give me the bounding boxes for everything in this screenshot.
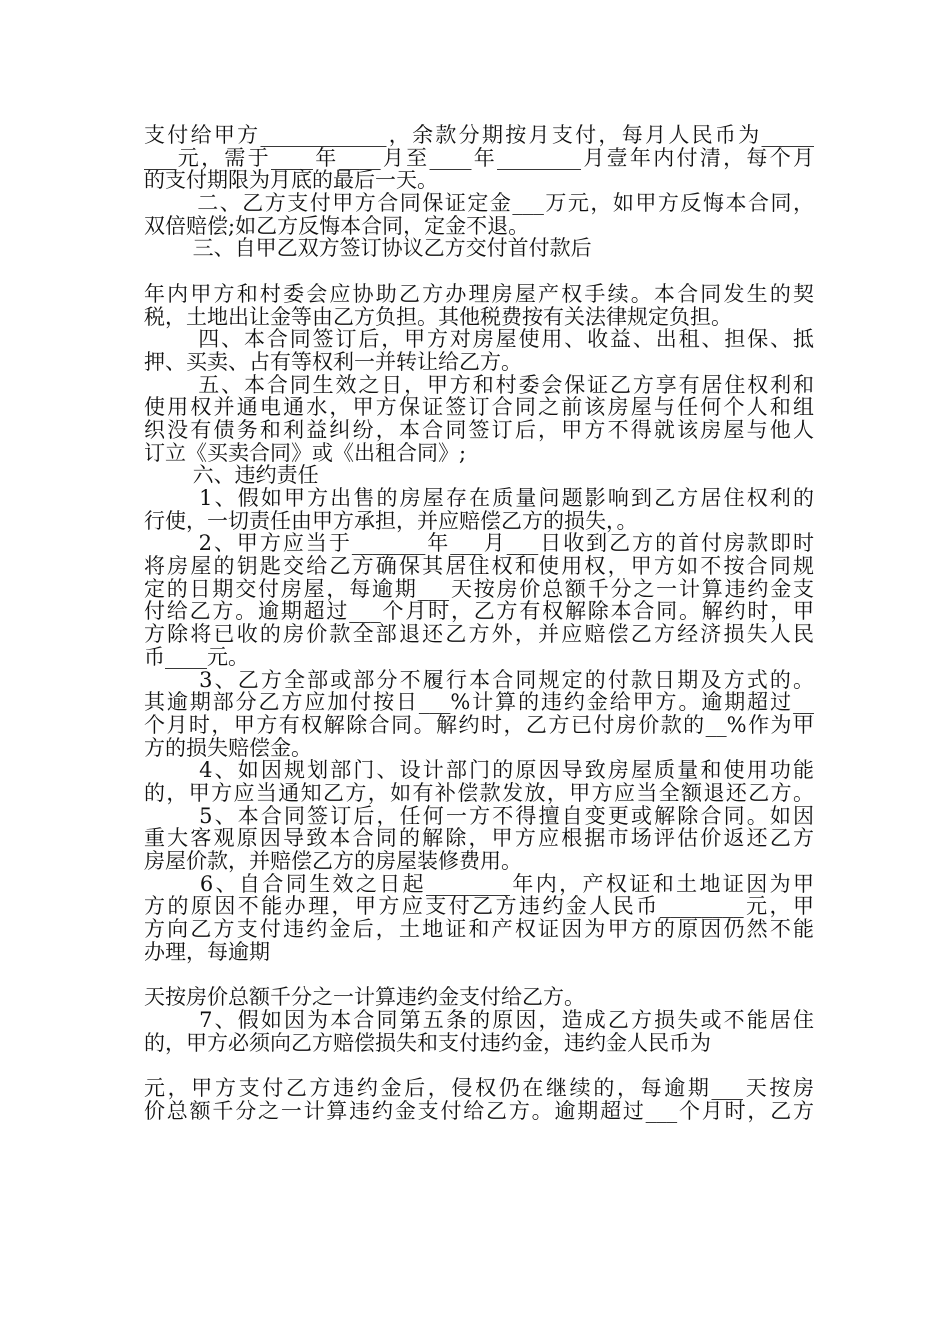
text-line: 织没有债务和利益纠纷，本合同签订后，甲方不得就该房屋与他人 xyxy=(144,417,814,442)
text-line: 定的日期交付房屋，每逾期___天按房价总额千分之一计算违约金支 xyxy=(144,576,814,601)
text-line: 三、自甲乙双方签订协议乙方交付首付款后 xyxy=(144,236,592,261)
text-line: 付给乙方。逾期超过___个月时，乙方有权解除本合同。解约时，甲 xyxy=(144,599,814,624)
text-line: 4、如因规划部门、设计部门的原因导致房屋质量和使用功能 xyxy=(144,758,814,783)
text-line: 使用权并通电通水，甲方保证签订合同之前该房屋与任何个人和组 xyxy=(144,395,814,420)
text-line: 重大客观原因导致本合同的解除，甲方应根据市场评估价返还乙方 xyxy=(144,826,814,851)
blank-line xyxy=(144,963,814,986)
text-line: 6、自合同生效之日起________年内，产权证和土地证因为甲 xyxy=(144,871,814,896)
text-line: 押、买卖、占有等权利一并转让给乙方。 xyxy=(144,349,522,374)
text-line: 二、乙方支付甲方合同保证定金___万元，如甲方反悔本合同， xyxy=(144,191,814,216)
text-line: 的支付期限为月底的最后一天。 xyxy=(144,168,438,193)
text-line: 房屋价款，并赔偿乙方的房屋装修费用。 xyxy=(144,849,522,873)
text-line: 行使，一切责任由甲方承担，并应赔偿乙方的损失，。 xyxy=(144,508,638,533)
text-line: 3、乙方全部或部分不履行本合同规定的付款日期及方式的。 xyxy=(144,667,814,692)
text-line: 5、本合同签订后，任何一方不得擅自变更或解除合同。如因 xyxy=(144,803,814,828)
text-line: 双倍赔偿;如乙方反悔本合同，定金不退。 xyxy=(144,213,530,238)
text-line: 2、甲方应当于_______年___月___日收到乙方的首付房款即时 xyxy=(144,531,814,556)
text-line: 方除将已收的房价款全部退还乙方外，并应赔偿乙方经济损失人民 xyxy=(144,622,814,647)
text-line: 7、假如因为本合同第五条的原因，造成乙方损失或不能居住 xyxy=(144,1007,814,1032)
contract-body xyxy=(144,124,814,1122)
text-line: 五、本合同生效之日，甲方和村委会保证乙方享有居住权利和 xyxy=(144,372,814,397)
text-line: 元，甲方支付乙方违约金后，侵权仍在继续的，每逾期___天按房 xyxy=(144,1075,814,1100)
text-line: 价总额千分之一计算违约金支付给乙方。逾期超过___个月时，乙方 xyxy=(144,1098,814,1123)
text-line: ___元，需于____年____月至____年________月壹年内付清，每个月 xyxy=(144,145,814,170)
text-line: 税，土地出让金等由乙方负担。其他税费按有关法律规定负担。 xyxy=(144,304,732,329)
text-line: 方向乙方支付违约金后，土地证和产权证因为甲方的原因仍然不能 xyxy=(144,917,814,942)
blank-line xyxy=(144,1054,814,1077)
text-line: 办理，每逾期 xyxy=(144,939,270,964)
text-line: 四、本合同签订后，甲方对房屋使用、收益、出租、担保、抵 xyxy=(144,327,814,352)
text-line: 方的原因不能办理，甲方应支付乙方违约金人民币________元，甲 xyxy=(144,894,814,919)
text-line: 币____元。 xyxy=(144,644,249,669)
blank-line xyxy=(144,260,814,283)
text-line: 方的损失赔偿金。 xyxy=(144,735,312,760)
text-line: 的，甲方应当通知乙方，如有补偿款发放，甲方应当全额退还乙方。 xyxy=(144,780,814,805)
text-line: 的，甲方必须向乙方赔偿损失和支付违约金，违约金人民币为 xyxy=(144,1030,711,1055)
text-line: 支付给甲方____________，余款分期按月支付，每月人民币为_____ xyxy=(144,123,814,147)
text-line: 其逾期部分乙方应加付按日___%计算的违约金给甲方。逾期超过__ xyxy=(144,690,814,715)
text-line: 天按房价总额千分之一计算违约金支付给乙方。 xyxy=(144,985,585,1010)
text-line: 1、假如甲方出售的房屋存在质量问题影响到乙方居住权利的 xyxy=(144,486,814,510)
text-line: 将房屋的钥匙交给乙方确保其居住权和使用权，甲方如不按合同规 xyxy=(144,554,814,579)
text-line: 六、违约责任 xyxy=(144,463,319,488)
text-line: 订立《买卖合同》或《出租合同》; xyxy=(144,440,467,465)
text-line: 个月时，甲方有权解除合同。解约时，乙方已付房价款的__%作为甲 xyxy=(144,712,814,737)
text-line: 年内甲方和村委会应协助乙方办理房屋产权手续。本合同发生的契 xyxy=(144,281,814,306)
